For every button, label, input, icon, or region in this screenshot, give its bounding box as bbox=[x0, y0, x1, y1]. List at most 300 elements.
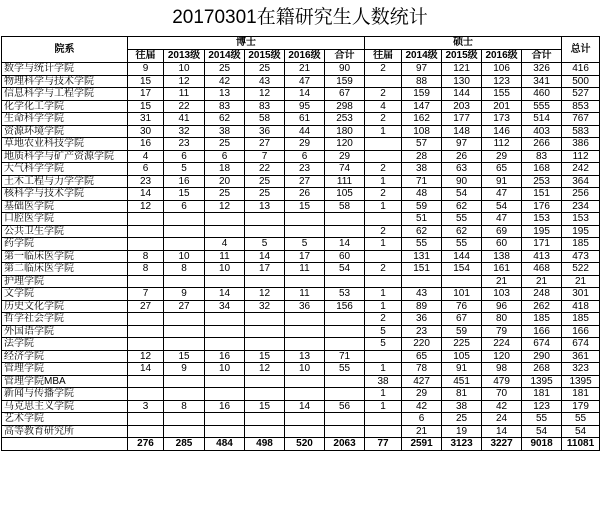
table-cell: 416 bbox=[562, 63, 600, 76]
table-cell: 4 bbox=[205, 238, 245, 251]
table-cell: 10 bbox=[164, 63, 205, 76]
table-cell: 5 bbox=[164, 163, 205, 176]
table-cell: 2 bbox=[365, 188, 402, 201]
table-cell: 290 bbox=[522, 350, 562, 363]
table-cell: 25 bbox=[205, 138, 245, 151]
table-cell: 185 bbox=[522, 313, 562, 326]
table-cell: 70 bbox=[482, 388, 522, 401]
table-cell: 171 bbox=[522, 238, 562, 251]
table-row bbox=[2, 113, 600, 126]
table-cell: 527 bbox=[562, 88, 600, 101]
table-cell bbox=[245, 338, 285, 351]
table-cell: 10 bbox=[164, 250, 205, 263]
table-cell: 2 bbox=[365, 263, 402, 276]
table-cell: 386 bbox=[562, 138, 600, 151]
table-cell: 242 bbox=[562, 163, 600, 176]
table-cell: 8 bbox=[164, 263, 205, 276]
table-cell: 42 bbox=[205, 75, 245, 88]
table-cell: 23 bbox=[128, 175, 164, 188]
table-row bbox=[2, 175, 600, 188]
table-cell: 74 bbox=[325, 163, 365, 176]
table-cell: 56 bbox=[325, 400, 365, 413]
table-cell bbox=[205, 325, 245, 338]
table-cell bbox=[325, 413, 365, 426]
table-cell bbox=[128, 325, 164, 338]
table-cell: 21 bbox=[402, 425, 442, 438]
table-cell: 21 bbox=[562, 275, 600, 288]
table-cell: 9 bbox=[164, 363, 205, 376]
table-cell: 151 bbox=[522, 188, 562, 201]
table-cell: 62 bbox=[205, 113, 245, 126]
table-cell: 67 bbox=[325, 88, 365, 101]
table-cell: 29 bbox=[402, 388, 442, 401]
table-cell: 13 bbox=[245, 200, 285, 213]
table-cell: 76 bbox=[442, 300, 482, 313]
total-cell: 2063 bbox=[325, 438, 365, 451]
table-cell: 298 bbox=[325, 100, 365, 113]
table-cell bbox=[365, 75, 402, 88]
table-cell bbox=[205, 313, 245, 326]
table-cell: 514 bbox=[522, 113, 562, 126]
table-cell bbox=[164, 325, 205, 338]
table-cell: 88 bbox=[402, 75, 442, 88]
table-cell: 29 bbox=[325, 150, 365, 163]
dept-name: 公共卫生学院 bbox=[2, 225, 128, 238]
table-cell: 23 bbox=[285, 163, 325, 176]
table-cell: 10 bbox=[205, 263, 245, 276]
table-cell: 67 bbox=[442, 313, 482, 326]
table-cell: 95 bbox=[285, 100, 325, 113]
table-cell: 31 bbox=[128, 113, 164, 126]
table-cell: 62 bbox=[402, 225, 442, 238]
table-row bbox=[2, 263, 600, 276]
table-cell bbox=[164, 375, 205, 388]
table-cell: 65 bbox=[402, 350, 442, 363]
table-cell bbox=[128, 225, 164, 238]
table-cell: 21 bbox=[482, 275, 522, 288]
table-cell: 181 bbox=[562, 388, 600, 401]
table-cell: 123 bbox=[482, 75, 522, 88]
table-cell: 21 bbox=[285, 63, 325, 76]
table-cell: 14 bbox=[128, 188, 164, 201]
table-cell: 36 bbox=[285, 300, 325, 313]
table-cell bbox=[164, 413, 205, 426]
table-cell bbox=[285, 425, 325, 438]
table-cell: 2 bbox=[365, 63, 402, 76]
table-row bbox=[2, 125, 600, 138]
table-cell: 16 bbox=[205, 350, 245, 363]
table-cell: 131 bbox=[402, 250, 442, 263]
table-cell: 154 bbox=[442, 263, 482, 276]
table-row bbox=[2, 375, 600, 388]
table-row bbox=[2, 363, 600, 376]
table-cell: 14 bbox=[205, 288, 245, 301]
table-cell: 256 bbox=[562, 188, 600, 201]
table-cell: 155 bbox=[482, 88, 522, 101]
table-cell: 26 bbox=[285, 188, 325, 201]
dept-name: 第二临床医学院 bbox=[2, 263, 128, 276]
dept-name: 草地农业科技学院 bbox=[2, 138, 128, 151]
total-cell: 3227 bbox=[482, 438, 522, 451]
table-cell: 2 bbox=[365, 88, 402, 101]
table-cell bbox=[285, 313, 325, 326]
table-cell: 1 bbox=[365, 200, 402, 213]
stats-table bbox=[1, 36, 600, 451]
table-cell: 6 bbox=[285, 150, 325, 163]
total-cell: 285 bbox=[164, 438, 205, 451]
table-cell: 14 bbox=[285, 88, 325, 101]
dept-name: 化学化工学院 bbox=[2, 100, 128, 113]
table-cell: 71 bbox=[325, 350, 365, 363]
table-cell: 468 bbox=[522, 263, 562, 276]
table-cell: 144 bbox=[442, 250, 482, 263]
table-cell: 234 bbox=[562, 200, 600, 213]
table-cell: 63 bbox=[442, 163, 482, 176]
table-cell: 6 bbox=[128, 163, 164, 176]
table-row bbox=[2, 350, 600, 363]
table-row bbox=[2, 188, 600, 201]
header-phd: 博士 bbox=[128, 37, 365, 50]
table-cell: 473 bbox=[562, 250, 600, 263]
table-cell: 54 bbox=[482, 200, 522, 213]
dept-name: 新闻与传播学院 bbox=[2, 388, 128, 401]
table-cell: 583 bbox=[562, 125, 600, 138]
dept-name: 土木工程与力学学院 bbox=[2, 175, 128, 188]
table-cell: 47 bbox=[482, 213, 522, 226]
table-cell: 43 bbox=[245, 75, 285, 88]
header-master: 硕士 bbox=[365, 37, 562, 50]
table-cell bbox=[205, 388, 245, 401]
table-cell bbox=[205, 338, 245, 351]
table-cell: 185 bbox=[562, 238, 600, 251]
table-cell: 201 bbox=[482, 100, 522, 113]
table-cell: 89 bbox=[402, 300, 442, 313]
dept-name: 管理学院MBA bbox=[2, 375, 128, 388]
table-cell: 403 bbox=[522, 125, 562, 138]
table-cell: 147 bbox=[402, 100, 442, 113]
table-cell: 26 bbox=[442, 150, 482, 163]
table-cell: 106 bbox=[482, 63, 522, 76]
table-cell: 1 bbox=[365, 238, 402, 251]
dept-name: 第一临床医学院 bbox=[2, 250, 128, 263]
table-cell: 108 bbox=[402, 125, 442, 138]
table-cell: 12 bbox=[245, 363, 285, 376]
table-cell: 144 bbox=[442, 88, 482, 101]
header-sub: 2015级 bbox=[442, 50, 482, 63]
table-cell: 180 bbox=[325, 125, 365, 138]
dept-name: 哲学社会学院 bbox=[2, 313, 128, 326]
header-sub: 合计 bbox=[325, 50, 365, 63]
table-cell: 151 bbox=[402, 263, 442, 276]
table-cell: 326 bbox=[522, 63, 562, 76]
table-cell: 853 bbox=[562, 100, 600, 113]
table-cell: 11 bbox=[205, 250, 245, 263]
table-cell: 4 bbox=[128, 150, 164, 163]
header-sub: 2013级 bbox=[164, 50, 205, 63]
table-cell bbox=[365, 150, 402, 163]
table-cell: 17 bbox=[245, 263, 285, 276]
header-row-groups bbox=[2, 37, 600, 50]
table-cell: 38 bbox=[205, 125, 245, 138]
total-cell: 484 bbox=[205, 438, 245, 451]
table-cell bbox=[164, 238, 205, 251]
table-cell: 81 bbox=[442, 388, 482, 401]
table-cell bbox=[325, 313, 365, 326]
table-cell: 361 bbox=[562, 350, 600, 363]
table-cell: 55 bbox=[442, 213, 482, 226]
table-cell: 25 bbox=[442, 413, 482, 426]
totals-label-cell bbox=[2, 438, 128, 451]
table-cell: 36 bbox=[402, 313, 442, 326]
table-cell: 25 bbox=[245, 63, 285, 76]
table-cell: 479 bbox=[482, 375, 522, 388]
header-sub: 往届 bbox=[365, 50, 402, 63]
table-row bbox=[2, 150, 600, 163]
table-cell: 121 bbox=[442, 63, 482, 76]
table-cell bbox=[285, 225, 325, 238]
table-cell: 451 bbox=[442, 375, 482, 388]
table-cell: 58 bbox=[245, 113, 285, 126]
table-cell: 161 bbox=[482, 263, 522, 276]
table-cell bbox=[164, 313, 205, 326]
table-cell: 148 bbox=[442, 125, 482, 138]
table-cell: 195 bbox=[562, 225, 600, 238]
table-cell: 13 bbox=[285, 350, 325, 363]
table-row bbox=[2, 338, 600, 351]
table-cell bbox=[205, 413, 245, 426]
dept-name: 管理学院 bbox=[2, 363, 128, 376]
table-cell: 8 bbox=[128, 263, 164, 276]
table-cell: 341 bbox=[522, 75, 562, 88]
table-cell: 323 bbox=[562, 363, 600, 376]
table-cell: 14 bbox=[285, 400, 325, 413]
table-cell: 44 bbox=[285, 125, 325, 138]
table-cell: 2 bbox=[365, 163, 402, 176]
table-cell: 112 bbox=[482, 138, 522, 151]
table-cell: 23 bbox=[164, 138, 205, 151]
table-cell bbox=[128, 213, 164, 226]
table-cell: 25 bbox=[205, 188, 245, 201]
table-cell: 58 bbox=[325, 200, 365, 213]
table-body bbox=[2, 63, 600, 438]
table-cell: 91 bbox=[442, 363, 482, 376]
table-cell: 90 bbox=[325, 63, 365, 76]
table-cell: 55 bbox=[522, 413, 562, 426]
table-cell bbox=[365, 425, 402, 438]
table-cell: 42 bbox=[402, 400, 442, 413]
table-row bbox=[2, 388, 600, 401]
table-cell: 47 bbox=[285, 75, 325, 88]
table-cell bbox=[128, 338, 164, 351]
header-sub: 2015级 bbox=[245, 50, 285, 63]
table-cell: 97 bbox=[442, 138, 482, 151]
table-row bbox=[2, 88, 600, 101]
table-cell: 83 bbox=[245, 100, 285, 113]
table-cell: 11 bbox=[164, 88, 205, 101]
table-row bbox=[2, 275, 600, 288]
table-cell: 5 bbox=[365, 325, 402, 338]
table-cell: 8 bbox=[128, 250, 164, 263]
table-cell bbox=[164, 225, 205, 238]
table-row bbox=[2, 413, 600, 426]
totals-row bbox=[2, 438, 600, 451]
table-cell: 179 bbox=[562, 400, 600, 413]
table-cell: 25 bbox=[205, 63, 245, 76]
table-row bbox=[2, 100, 600, 113]
table-cell bbox=[205, 375, 245, 388]
table-cell: 6 bbox=[402, 413, 442, 426]
table-cell: 29 bbox=[285, 138, 325, 151]
table-cell bbox=[205, 225, 245, 238]
dept-name: 资源环境学院 bbox=[2, 125, 128, 138]
table-row bbox=[2, 213, 600, 226]
dept-name: 核科学与技术学院 bbox=[2, 188, 128, 201]
table-cell: 11 bbox=[285, 263, 325, 276]
dept-name: 法学院 bbox=[2, 338, 128, 351]
table-cell bbox=[365, 413, 402, 426]
table-cell: 38 bbox=[402, 163, 442, 176]
table-cell bbox=[365, 138, 402, 151]
table-cell: 15 bbox=[164, 188, 205, 201]
table-cell: 17 bbox=[285, 250, 325, 263]
table-cell bbox=[285, 275, 325, 288]
table-row bbox=[2, 400, 600, 413]
table-cell bbox=[164, 425, 205, 438]
table-cell: 195 bbox=[522, 225, 562, 238]
table-cell: 47 bbox=[482, 188, 522, 201]
table-cell: 1 bbox=[365, 125, 402, 138]
table-cell: 38 bbox=[442, 400, 482, 413]
table-cell: 25 bbox=[245, 188, 285, 201]
table-cell: 364 bbox=[562, 175, 600, 188]
table-cell: 12 bbox=[245, 288, 285, 301]
table-cell: 111 bbox=[325, 175, 365, 188]
table-cell bbox=[442, 275, 482, 288]
dept-name: 马克思主义学院 bbox=[2, 400, 128, 413]
table-cell bbox=[245, 425, 285, 438]
table-cell bbox=[128, 238, 164, 251]
table-cell: 500 bbox=[562, 75, 600, 88]
table-cell bbox=[245, 413, 285, 426]
table-cell: 103 bbox=[482, 288, 522, 301]
table-cell bbox=[128, 388, 164, 401]
table-cell: 32 bbox=[245, 300, 285, 313]
table-cell: 112 bbox=[562, 150, 600, 163]
table-cell bbox=[285, 375, 325, 388]
table-cell bbox=[128, 413, 164, 426]
table-cell: 78 bbox=[402, 363, 442, 376]
table-cell: 13 bbox=[205, 88, 245, 101]
table-cell bbox=[402, 275, 442, 288]
table-cell: 15 bbox=[245, 350, 285, 363]
table-cell: 42 bbox=[482, 400, 522, 413]
table-cell: 29 bbox=[482, 150, 522, 163]
dept-name: 物理科学与技术学院 bbox=[2, 75, 128, 88]
table-cell: 7 bbox=[245, 150, 285, 163]
table-cell bbox=[325, 275, 365, 288]
total-cell: 276 bbox=[128, 438, 164, 451]
table-cell: 146 bbox=[482, 125, 522, 138]
table-cell: 6 bbox=[164, 150, 205, 163]
table-cell: 23 bbox=[402, 325, 442, 338]
total-cell: 9018 bbox=[522, 438, 562, 451]
table-cell bbox=[325, 225, 365, 238]
table-cell: 55 bbox=[325, 363, 365, 376]
table-cell: 130 bbox=[442, 75, 482, 88]
table-cell: 61 bbox=[285, 113, 325, 126]
table-row bbox=[2, 425, 600, 438]
table-cell: 83 bbox=[522, 150, 562, 163]
table-cell: 12 bbox=[205, 200, 245, 213]
table-cell bbox=[128, 375, 164, 388]
dept-name: 信息科学与工程学院 bbox=[2, 88, 128, 101]
table-cell: 12 bbox=[128, 350, 164, 363]
table-row bbox=[2, 163, 600, 176]
table-cell: 60 bbox=[482, 238, 522, 251]
table-cell: 27 bbox=[285, 175, 325, 188]
header-dept: 院系 bbox=[2, 37, 128, 63]
table-cell: 12 bbox=[128, 200, 164, 213]
table-cell bbox=[164, 275, 205, 288]
table-row bbox=[2, 225, 600, 238]
dept-name: 数学与统计学院 bbox=[2, 63, 128, 76]
table-cell: 9 bbox=[128, 63, 164, 76]
table-cell: 11 bbox=[285, 288, 325, 301]
table-cell: 253 bbox=[325, 113, 365, 126]
table-row bbox=[2, 63, 600, 76]
table-cell bbox=[365, 250, 402, 263]
table-row bbox=[2, 313, 600, 326]
table-cell: 4 bbox=[365, 100, 402, 113]
table-cell: 156 bbox=[325, 300, 365, 313]
table-cell: 19 bbox=[442, 425, 482, 438]
table-row bbox=[2, 75, 600, 88]
table-cell: 1 bbox=[365, 400, 402, 413]
table-cell: 101 bbox=[442, 288, 482, 301]
table-cell bbox=[365, 275, 402, 288]
table-cell: 14 bbox=[325, 238, 365, 251]
table-cell: 8 bbox=[164, 400, 205, 413]
page-title: 20170301在籍研究生人数统计 bbox=[172, 7, 428, 28]
table-cell bbox=[285, 338, 325, 351]
table-cell: 522 bbox=[562, 263, 600, 276]
table-cell bbox=[245, 375, 285, 388]
table-cell: 59 bbox=[402, 200, 442, 213]
table-cell: 2 bbox=[365, 225, 402, 238]
table-cell: 18 bbox=[205, 163, 245, 176]
total-cell: 77 bbox=[365, 438, 402, 451]
table-cell: 166 bbox=[522, 325, 562, 338]
table-cell: 185 bbox=[562, 313, 600, 326]
table-cell: 162 bbox=[402, 113, 442, 126]
table-cell: 138 bbox=[482, 250, 522, 263]
table-cell: 153 bbox=[562, 213, 600, 226]
table-cell: 54 bbox=[442, 188, 482, 201]
table-cell: 266 bbox=[522, 138, 562, 151]
table-cell: 262 bbox=[522, 300, 562, 313]
table-cell: 173 bbox=[482, 113, 522, 126]
table-row bbox=[2, 288, 600, 301]
table-cell bbox=[285, 413, 325, 426]
table-row bbox=[2, 325, 600, 338]
table-cell: 225 bbox=[442, 338, 482, 351]
table-cell: 1 bbox=[365, 363, 402, 376]
dept-name: 文学院 bbox=[2, 288, 128, 301]
table-cell bbox=[325, 325, 365, 338]
total-cell: 498 bbox=[245, 438, 285, 451]
table-cell: 17 bbox=[128, 88, 164, 101]
table-cell: 674 bbox=[562, 338, 600, 351]
